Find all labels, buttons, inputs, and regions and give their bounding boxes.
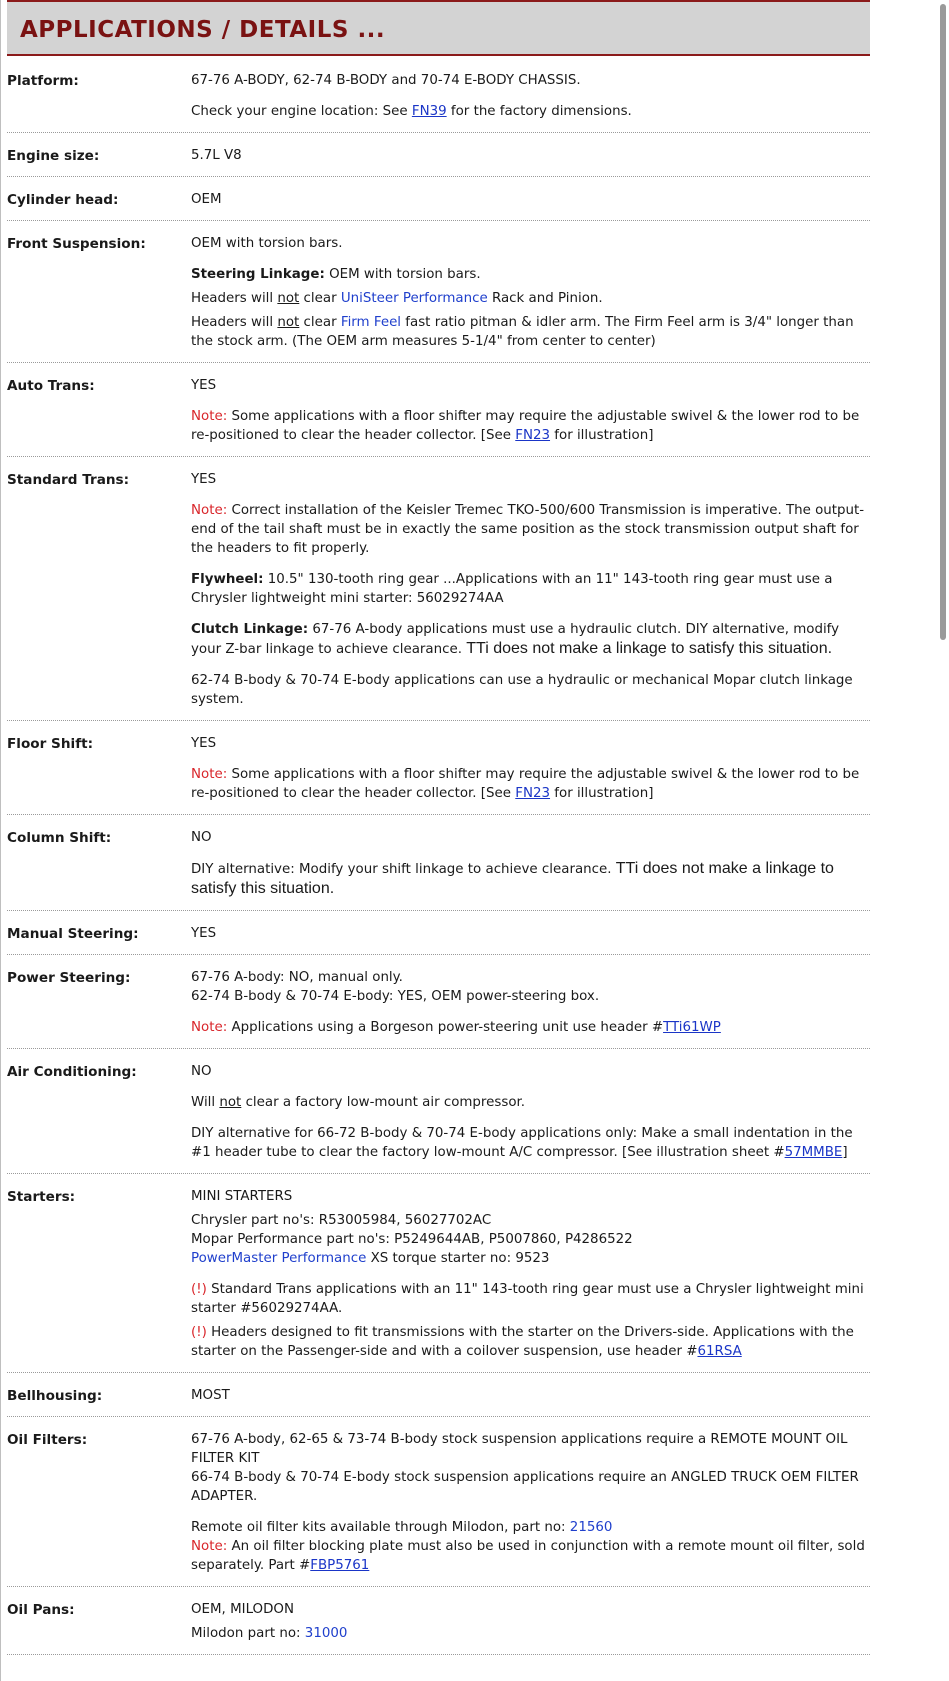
row-air-conditioning	[7, 1049, 870, 1174]
head-value: OEM	[191, 192, 222, 207]
row-value	[191, 1062, 870, 1162]
text: XS torque starter no: 9523	[366, 1251, 550, 1266]
row-label: Auto Trans:	[7, 378, 95, 394]
row-label: Standard Trans:	[7, 472, 130, 488]
row-label: Manual Steering:	[7, 926, 139, 942]
floor-value: YES	[191, 736, 217, 751]
text: Some applications with a floor shifter may require the adjustable swivel & the lower rod to be re-positioned to clear the header collector. [See	[191, 409, 860, 443]
milodon-pan	[191, 1624, 870, 1643]
fn39-link[interactable]: FN39	[411, 104, 447, 119]
text: clear	[299, 315, 341, 330]
text: Headers will	[191, 291, 278, 306]
row-label: Bellhousing:	[7, 1388, 103, 1404]
text: 10.5" 130-tooth ring gear ...Applications with an 11" 143-tooth ring gear must use a Chrysler lightweight mini starter: 56029274AA	[191, 572, 833, 606]
row-value	[191, 190, 870, 209]
platform-chassis: 67-76 A-BODY, 62-74 B-BODY and 70-74 E-BODY CHASSIS.	[191, 73, 581, 88]
ac-diy-note	[191, 1124, 870, 1162]
fn23-link[interactable]: FN23	[515, 786, 551, 801]
row-value	[191, 1187, 870, 1361]
text: Headers designed to fit transmissions with the starter on the Drivers-side. Applications with the starter on the Passenger-side and with a coilover suspension, use header #	[191, 1325, 854, 1359]
row-label: Front Suspension:	[7, 236, 146, 252]
text: Rack and Pinion.	[487, 291, 603, 306]
oil-filter-bbody: 66-74 B-body & 70-74 E-body stock suspension applications require an ANGLED TRUCK OEM FILTER ADAPTER.	[191, 1470, 859, 1504]
text: for illustration]	[550, 428, 654, 443]
oil-filter-note	[191, 1537, 870, 1575]
unisteer-brand: UniSteer Performance	[340, 291, 488, 306]
text: Some applications with a floor shifter may require the adjustable swivel & the lower rod to be re-positioned to clear the header collector. [See	[191, 767, 860, 801]
front-value: OEM with torsion bars.	[191, 236, 343, 251]
auto-note	[191, 407, 870, 445]
milodon-pan-part: 31000	[304, 1626, 348, 1641]
row-value	[191, 71, 870, 121]
row-value	[191, 376, 870, 445]
power-note	[191, 1018, 870, 1037]
bbody-clutch-note: 62-74 B-body & 70-74 E-body applications can use a hydraulic or mechanical Mopar clutch linkage system.	[191, 673, 853, 707]
text: fast ratio pitman & idler arm. The Firm Feel arm is 3/4" longer than the stock arm. (The OEM arm measures 5-1/4" from center to center)	[191, 315, 854, 349]
steering-linkage-label: Steering Linkage:	[191, 267, 325, 282]
row-label: Power Steering:	[7, 970, 131, 986]
starters-value: MINI STARTERS	[191, 1189, 293, 1204]
flywheel-note	[191, 570, 870, 608]
section-header	[7, 0, 870, 56]
oil-pans-value: OEM, MILODON	[191, 1602, 294, 1617]
text: for illustration]	[550, 786, 654, 801]
text: Will	[191, 1095, 220, 1110]
clutch-linkage-label: Clutch Linkage:	[191, 622, 309, 637]
standard-value: YES	[191, 472, 217, 487]
steering-linkage	[191, 265, 870, 284]
note-label: Note:	[191, 503, 228, 518]
flywheel-label: Flywheel:	[191, 572, 264, 587]
row-column-shift	[7, 815, 870, 911]
floor-note	[191, 765, 870, 803]
ac-value: NO	[191, 1064, 212, 1079]
row-value	[191, 968, 870, 1037]
scrollbar-thumb[interactable]	[940, 4, 946, 640]
text: Check your engine location: See	[191, 104, 412, 119]
text: Milodon part no:	[191, 1626, 305, 1641]
text: ]	[842, 1145, 848, 1160]
powermaster-parts	[191, 1249, 870, 1268]
row-value	[191, 1600, 870, 1643]
engine-value: 5.7L V8	[191, 148, 242, 163]
milodon-part: 21560	[569, 1520, 613, 1535]
text: for the factory dimensions.	[446, 104, 632, 119]
row-label: Air Conditioning:	[7, 1064, 137, 1080]
text: clear	[299, 291, 341, 306]
manual-value: YES	[191, 926, 217, 941]
bell-value: MOST	[191, 1388, 230, 1403]
row-value	[191, 146, 870, 165]
text: Correct installation of the Keisler Tremec TKO-500/600 Transmission is imperative. The output-end of the tail shaft must be in exactly the same position as the stock transmission output shaft for the headers to fit properly.	[191, 503, 865, 556]
row-label: Platform:	[7, 73, 79, 89]
chrysler-parts: Chrysler part no's: R53005984, 56027702AC	[191, 1213, 492, 1228]
power-bbody: 62-74 B-body & 70-74 E-body: YES, OEM power-steering box.	[191, 989, 600, 1004]
text: Applications using a Borgeson power-steering unit use header #	[227, 1020, 664, 1035]
firmfeel-brand: Firm Feel	[340, 315, 402, 330]
unisteer-note	[191, 289, 870, 308]
page-title: APPLICATIONS / DETAILS ...	[20, 17, 386, 43]
row-label: Cylinder head:	[7, 192, 119, 208]
power-abody: 67-76 A-body: NO, manual only.	[191, 970, 403, 985]
57mmbe-link[interactable]: 57MMBE	[784, 1145, 843, 1160]
platform-check	[191, 102, 870, 121]
column-diy	[191, 859, 870, 899]
clutch-linkage-note	[191, 620, 870, 659]
row-value	[191, 828, 870, 899]
oil-filter-abody: 67-76 A-body, 62-65 & 73-74 B-body stock suspension applications require a REMOTE MOUNT OIL FILTER KIT	[191, 1432, 848, 1466]
text: not	[219, 1095, 242, 1110]
text: clear a factory low-mount air compressor.	[241, 1095, 526, 1110]
starter-warning-2	[191, 1323, 870, 1361]
row-floor-shift	[7, 721, 870, 815]
details-table	[7, 58, 870, 1655]
text: not	[277, 315, 300, 330]
text: DIY alternative for 66-72 B-body & 70-74 E-body applications only: Make a small indentation in the #1 header tube to clear the factory low-mount A/C compressor. [See illustration sheet #	[191, 1126, 853, 1160]
text: Remote oil filter kits available through Milodon, part no:	[191, 1520, 570, 1535]
text: DIY alternative: Modify your shift linkage to achieve clearance.	[191, 862, 616, 877]
text: An oil filter blocking plate must also be used in conjunction with a remote mount oil filter, sold separately. Part #	[191, 1539, 865, 1573]
text: 67-76 A-body applications must use a hydraulic clutch. DIY alternative, modify your Z-bar linkage to achieve clearance.	[191, 622, 840, 657]
tti61wp-link[interactable]: TTi61WP	[663, 1020, 721, 1035]
row-bellhousing	[7, 1373, 870, 1417]
text: not	[277, 291, 300, 306]
ac-compressor-note	[191, 1093, 870, 1112]
row-manual-steering	[7, 911, 870, 955]
note-label: Note:	[191, 409, 228, 424]
row-cylinder-head	[7, 177, 870, 221]
scrollbar[interactable]	[937, 0, 949, 1681]
note-label: Note:	[191, 767, 228, 782]
text: Standard Trans applications with an 11" 143-tooth ring gear must use a Chrysler lightweight mini starter #56029274AA.	[191, 1282, 864, 1316]
text: TTi does not make a linkage to satisfy this situation.	[466, 640, 833, 657]
auto-value: YES	[191, 378, 217, 393]
standard-note	[191, 501, 870, 558]
text: TTi does not make a linkage to satisfy this situation.	[191, 860, 834, 897]
firmfeel-note	[191, 313, 870, 351]
row-starters	[7, 1174, 870, 1373]
row-label: Column Shift:	[7, 830, 112, 846]
row-oil-filters	[7, 1417, 870, 1587]
row-platform	[7, 58, 870, 133]
fn23-link[interactable]: FN23	[515, 428, 551, 443]
warning-mark: (!)	[191, 1325, 207, 1340]
row-oil-pans	[7, 1587, 870, 1655]
row-standard-trans	[7, 457, 870, 721]
row-label: Oil Filters:	[7, 1432, 88, 1448]
mopar-parts: Mopar Performance part no's: P5249644AB, P5007860, P4286522	[191, 1232, 633, 1247]
column-value: NO	[191, 830, 212, 845]
row-power-steering	[7, 955, 870, 1049]
row-value	[191, 234, 870, 351]
text: OEM with torsion bars.	[324, 267, 481, 282]
61rsa-link[interactable]: 61RSA	[697, 1344, 742, 1359]
note-label: Note:	[191, 1020, 228, 1035]
fbp5761-link[interactable]: FBP5761	[310, 1558, 370, 1573]
row-value	[191, 470, 870, 709]
remote-kit	[191, 1518, 870, 1537]
row-label: Engine size:	[7, 148, 100, 164]
note-label: Note:	[191, 1539, 228, 1554]
row-value	[191, 734, 870, 803]
row-label: Floor Shift:	[7, 736, 94, 752]
row-label: Starters:	[7, 1189, 76, 1205]
warning-mark: (!)	[191, 1282, 207, 1297]
row-label: Oil Pans:	[7, 1602, 75, 1618]
text: Headers will	[191, 315, 278, 330]
row-front-suspension	[7, 221, 870, 363]
row-value	[191, 924, 870, 943]
page-border	[0, 0, 1, 1681]
row-auto-trans	[7, 363, 870, 457]
powermaster-brand: PowerMaster Performance	[191, 1251, 367, 1266]
row-value	[191, 1430, 870, 1575]
row-engine-size	[7, 133, 870, 177]
row-value	[191, 1386, 870, 1405]
starter-warning-1	[191, 1280, 870, 1318]
